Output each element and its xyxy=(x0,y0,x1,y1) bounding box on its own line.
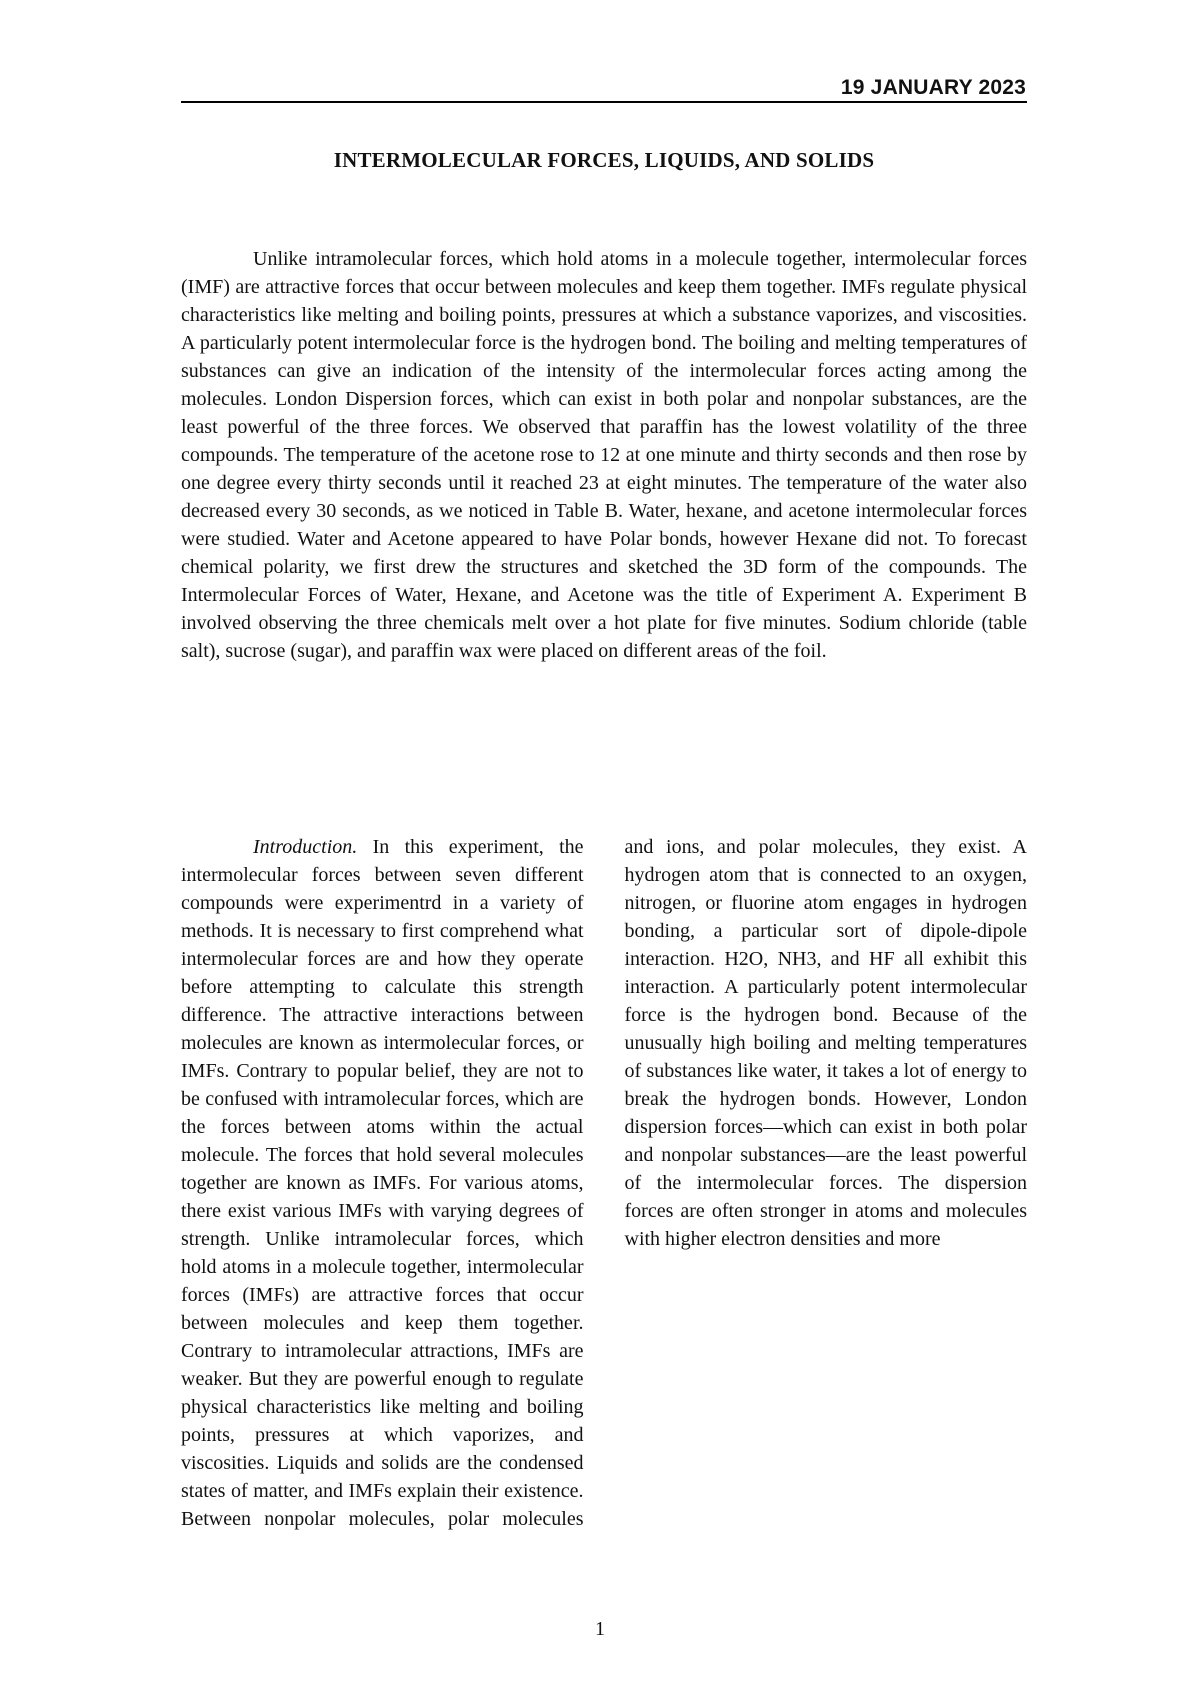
header-rule xyxy=(181,101,1027,103)
two-column-body xyxy=(181,833,1027,1541)
header-date: 19 JANUARY 2023 xyxy=(840,76,1026,99)
introduction-paragraph xyxy=(181,833,1027,1541)
abstract-paragraph: Unlike intramolecular forces, which hold atoms in a molecule together, intermolecular forces (IMF) are attractive forces that occur between molecules and keep them together. IMFs regulate physical characteristics like melting and boiling points, pressures at which a substance vaporizes, and viscosities. A particularly potent intermolecular force is the hydrogen bond. The boiling and melting temperatures of substances can give an indication of the intensity of the intermolecular forces acting among the molecules. London Dispersion forces, which can exist in both polar and nonpolar substances, are the least powerful of the three forces. We observed that paraffin has the lowest volatility of the three compounds. The temperature of the acetone rose to 12 at one minute and thirty seconds and then rose by one degree every thirty seconds until it reached 23 at eight minutes. The temperature of the water also decreased every 30 seconds, as we noticed in Table B. Water, hexane, and acetone intermolecular forces were studied. Water and Acetone appeared to have Polar bonds, however Hexane did not. To forecast chemical polarity, we first drew the structures and sketched the 3D form of the compounds. The Intermolecular Forces of Water, Hexane, and Acetone was the title of Experiment A. Experiment B involved observing the three chemicals melt over a hot plate for five minutes. Sodium chloride (table salt), sucrose (sugar), and paraffin wax were placed on different areas of the foil. xyxy=(181,248,1027,662)
page-number: 1 xyxy=(595,1618,605,1640)
document-title: INTERMOLECULAR FORCES, LIQUIDS, AND SOLIDS xyxy=(333,148,875,172)
introduction-label: Introduction. xyxy=(253,836,358,858)
introduction-text: In this experiment, the intermolecular forces between seven different compounds were experimentrd in a variety of methods. It is necessary to first comprehend what intermolecular forces are and how they operate before attempting to calculate this strength difference. The attractive interactions between molecules are known as intermolecular forces, or IMFs. Contrary to popular belief, they are not to be confused with intramolecular forces, which are the forces between atoms within the actual molecule. The forces that hold several molecules together are known as IMFs. For various atoms, there exist various IMFs with varying degrees of strength. Unlike intramolecular forces, which hold atoms in a molecule together, intermolecular forces (IMFs) are attractive forces that occur between molecules and keep them together. Contrary to intramolecular attractions, IMFs are weaker. But they are powerful enough to regulate physical characteristics like melting and boiling points, pressures at which vaporizes, and viscosities. Liquids and solids are the condensed states of matter, and IMFs explain their existence. Between nonpolar molecules, polar molecules and ions, and polar molecules, they exist. A hydrogen atom that is connected to an oxygen, nitrogen, or fluorine atom engages in hydrogen bonding, a particular sort of dipole-dipole interaction. H2O, NH3, and HF all exhibit this interaction. A particularly potent intermolecular force is the hydrogen bond. Because of the unusually high boiling and melting temperatures of substances like water, it takes a lot of energy to break the hydrogen bonds. However, London dispersion forces—which can exist in both polar and nonpolar substances—are the least powerful of the intermolecular forces. The dispersion forces are often stronger in atoms and molecules with higher electron densities and more xyxy=(181,836,1027,1530)
